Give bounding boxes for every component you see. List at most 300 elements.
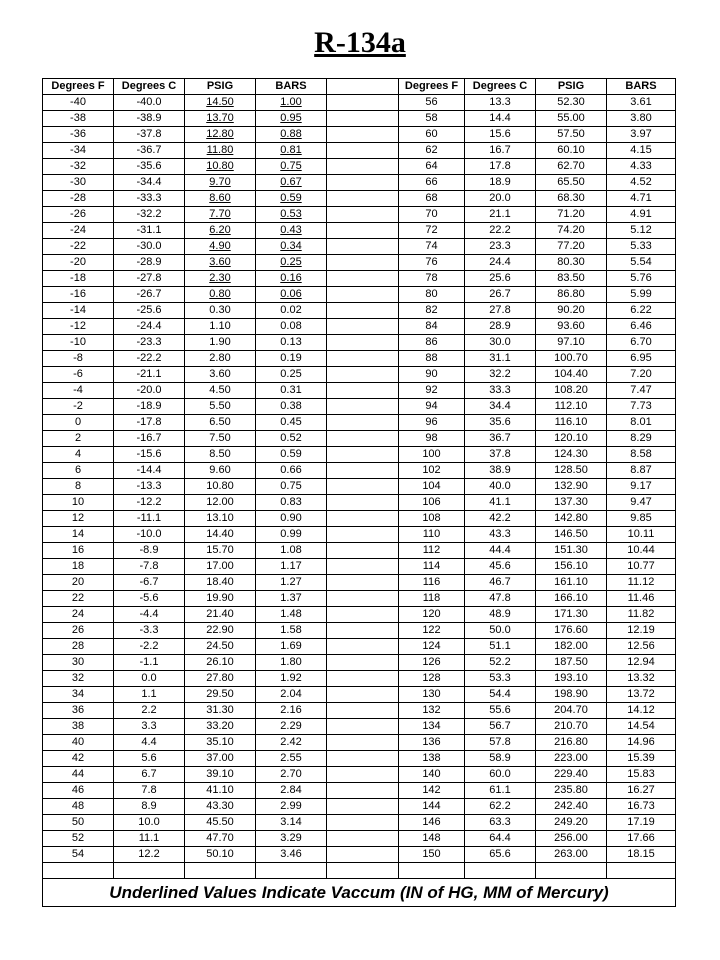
cell-degrees-f-left: -6 [43,367,114,383]
cell-psig-left: 3.60 [185,255,256,271]
cell-degrees-f-left: 44 [43,767,114,783]
cell-psig-right: 166.10 [536,591,607,607]
cell-degrees-f-right: 118 [399,591,465,607]
spacer-cell [327,191,399,207]
cell-bars-right: 12.19 [607,623,676,639]
cell-degrees-f-left: -4 [43,383,114,399]
cell-degrees-c-left: -12.2 [114,495,185,511]
header-degrees-f-right: Degrees F [399,79,465,95]
cell-degrees-c-right: 21.1 [465,207,536,223]
cell-bars-right: 17.66 [607,831,676,847]
cell-bars-left: 0.06 [256,287,327,303]
cell-bars-right: 7.47 [607,383,676,399]
cell-degrees-c-left: 6.7 [114,767,185,783]
blank-cell [399,863,465,879]
cell-psig-right: 100.70 [536,351,607,367]
cell-degrees-c-right: 53.3 [465,671,536,687]
table-row [43,591,676,607]
cell-bars-right: 9.17 [607,479,676,495]
spacer-cell [327,735,399,751]
cell-bars-left: 0.59 [256,191,327,207]
cell-degrees-c-right: 27.8 [465,303,536,319]
blank-cell [185,863,256,879]
cell-bars-right: 8.01 [607,415,676,431]
cell-degrees-f-right: 72 [399,223,465,239]
table-row [43,687,676,703]
cell-bars-right: 11.82 [607,607,676,623]
cell-bars-left: 1.58 [256,623,327,639]
cell-degrees-f-left: 16 [43,543,114,559]
cell-psig-left: 9.60 [185,463,256,479]
table-row [43,847,676,863]
spacer-cell [327,223,399,239]
cell-bars-right: 8.29 [607,431,676,447]
cell-degrees-f-right: 130 [399,687,465,703]
cell-psig-left: 8.50 [185,447,256,463]
cell-bars-left: 2.16 [256,703,327,719]
cell-psig-left: 45.50 [185,815,256,831]
cell-degrees-f-left: 12 [43,511,114,527]
cell-degrees-c-left: -7.8 [114,559,185,575]
table-row [43,831,676,847]
cell-degrees-c-right: 31.1 [465,351,536,367]
spacer-cell [327,591,399,607]
cell-degrees-f-right: 86 [399,335,465,351]
cell-degrees-c-left: -26.7 [114,287,185,303]
table-row [43,447,676,463]
cell-degrees-f-right: 148 [399,831,465,847]
blank-cell [607,863,676,879]
cell-psig-left: 29.50 [185,687,256,703]
spacer-cell [327,815,399,831]
cell-bars-left: 0.34 [256,239,327,255]
cell-psig-right: 116.10 [536,415,607,431]
cell-bars-left: 1.08 [256,543,327,559]
blank-cell [536,863,607,879]
cell-degrees-f-right: 134 [399,719,465,735]
cell-degrees-c-left: -10.0 [114,527,185,543]
cell-psig-right: 104.40 [536,367,607,383]
header-degrees-f-left: Degrees F [43,79,114,95]
spacer-cell [327,351,399,367]
cell-degrees-c-right: 50.0 [465,623,536,639]
spacer-cell [327,495,399,511]
spacer-cell [327,767,399,783]
cell-degrees-f-left: -10 [43,335,114,351]
cell-degrees-c-left: 1.1 [114,687,185,703]
cell-degrees-c-right: 64.4 [465,831,536,847]
cell-psig-right: 74.20 [536,223,607,239]
cell-degrees-f-left: 34 [43,687,114,703]
cell-bars-right: 16.73 [607,799,676,815]
cell-bars-left: 0.02 [256,303,327,319]
spacer-cell [327,559,399,575]
cell-bars-left: 0.83 [256,495,327,511]
cell-bars-left: 0.75 [256,479,327,495]
cell-psig-right: 198.90 [536,687,607,703]
cell-degrees-f-right: 114 [399,559,465,575]
cell-bars-right: 3.80 [607,111,676,127]
cell-degrees-f-right: 98 [399,431,465,447]
spacer-cell [327,367,399,383]
spacer-cell [327,415,399,431]
spacer-cell [327,335,399,351]
cell-degrees-f-right: 66 [399,175,465,191]
table-row [43,511,676,527]
cell-degrees-f-left: -2 [43,399,114,415]
cell-degrees-c-left: -16.7 [114,431,185,447]
cell-degrees-c-left: -1.1 [114,655,185,671]
cell-psig-left: 43.30 [185,799,256,815]
cell-bars-left: 0.81 [256,143,327,159]
cell-bars-left: 0.99 [256,527,327,543]
cell-psig-right: 142.80 [536,511,607,527]
spacer-column [327,79,399,95]
cell-degrees-c-left: -8.9 [114,543,185,559]
cell-degrees-c-left: -38.9 [114,111,185,127]
cell-psig-right: 112.10 [536,399,607,415]
cell-bars-right: 7.73 [607,399,676,415]
cell-bars-left: 1.48 [256,607,327,623]
cell-degrees-c-left: 11.1 [114,831,185,847]
cell-bars-left: 0.52 [256,431,327,447]
cell-bars-left: 2.84 [256,783,327,799]
cell-bars-right: 13.32 [607,671,676,687]
table-row [43,703,676,719]
cell-bars-left: 0.25 [256,367,327,383]
cell-psig-left: 9.70 [185,175,256,191]
cell-bars-right: 11.46 [607,591,676,607]
table-row [43,639,676,655]
table-row [43,527,676,543]
cell-psig-right: 187.50 [536,655,607,671]
table-row [43,575,676,591]
cell-psig-left: 1.10 [185,319,256,335]
pressure-temperature-table [42,78,676,907]
cell-psig-left: 7.50 [185,431,256,447]
cell-bars-right: 14.96 [607,735,676,751]
cell-degrees-f-right: 62 [399,143,465,159]
cell-psig-right: 57.50 [536,127,607,143]
cell-degrees-f-right: 108 [399,511,465,527]
cell-bars-left: 1.92 [256,671,327,687]
cell-degrees-f-right: 88 [399,351,465,367]
cell-degrees-f-right: 120 [399,607,465,623]
cell-psig-right: 83.50 [536,271,607,287]
cell-degrees-f-right: 144 [399,799,465,815]
cell-degrees-c-left: 3.3 [114,719,185,735]
spacer-cell [327,399,399,415]
spacer-cell [327,671,399,687]
cell-degrees-c-left: -21.1 [114,367,185,383]
cell-psig-right: 216.80 [536,735,607,751]
cell-bars-left: 2.70 [256,767,327,783]
cell-bars-right: 17.19 [607,815,676,831]
cell-psig-left: 14.50 [185,95,256,111]
cell-bars-right: 5.54 [607,255,676,271]
cell-degrees-c-right: 14.4 [465,111,536,127]
cell-bars-left: 0.43 [256,223,327,239]
spacer-cell [327,143,399,159]
cell-bars-right: 4.91 [607,207,676,223]
cell-psig-left: 17.00 [185,559,256,575]
cell-degrees-f-left: 52 [43,831,114,847]
cell-psig-left: 5.50 [185,399,256,415]
cell-psig-right: 235.80 [536,783,607,799]
cell-degrees-f-right: 90 [399,367,465,383]
cell-degrees-c-left: -37.8 [114,127,185,143]
cell-bars-right: 15.39 [607,751,676,767]
cell-psig-left: 35.10 [185,735,256,751]
cell-degrees-c-right: 62.2 [465,799,536,815]
cell-degrees-c-right: 17.8 [465,159,536,175]
table-row [43,559,676,575]
cell-psig-right: 176.60 [536,623,607,639]
spacer-cell [327,847,399,863]
cell-bars-left: 2.29 [256,719,327,735]
cell-psig-right: 124.30 [536,447,607,463]
table-row [43,303,676,319]
table-row [43,815,676,831]
cell-degrees-c-right: 48.9 [465,607,536,623]
cell-psig-left: 19.90 [185,591,256,607]
cell-degrees-f-right: 140 [399,767,465,783]
cell-psig-right: 210.70 [536,719,607,735]
table-row [43,495,676,511]
cell-psig-right: 60.10 [536,143,607,159]
cell-bars-right: 4.52 [607,175,676,191]
cell-bars-left: 1.27 [256,575,327,591]
cell-degrees-c-right: 54.4 [465,687,536,703]
cell-psig-left: 0.30 [185,303,256,319]
cell-degrees-f-left: -34 [43,143,114,159]
spacer-cell [327,383,399,399]
cell-degrees-f-right: 146 [399,815,465,831]
cell-degrees-c-right: 55.6 [465,703,536,719]
blank-row [43,863,676,879]
spacer-cell [327,655,399,671]
cell-bars-right: 3.97 [607,127,676,143]
cell-bars-left: 1.17 [256,559,327,575]
table-row [43,431,676,447]
cell-degrees-c-left: 10.0 [114,815,185,831]
cell-bars-right: 18.15 [607,847,676,863]
header-bars-right: BARS [607,79,676,95]
cell-degrees-f-right: 68 [399,191,465,207]
cell-degrees-c-left: 5.6 [114,751,185,767]
header-psig-left: PSIG [185,79,256,95]
spacer-cell [327,159,399,175]
cell-degrees-c-right: 15.6 [465,127,536,143]
spacer-cell [327,607,399,623]
cell-degrees-c-right: 35.6 [465,415,536,431]
cell-degrees-c-left: -18.9 [114,399,185,415]
cell-bars-right: 9.47 [607,495,676,511]
cell-degrees-f-left: 2 [43,431,114,447]
cell-degrees-f-left: 42 [43,751,114,767]
cell-bars-left: 3.46 [256,847,327,863]
cell-degrees-c-left: -34.4 [114,175,185,191]
cell-degrees-c-right: 47.8 [465,591,536,607]
cell-bars-left: 1.37 [256,591,327,607]
cell-degrees-c-left: 8.9 [114,799,185,815]
cell-psig-right: 193.10 [536,671,607,687]
cell-psig-left: 10.80 [185,479,256,495]
cell-degrees-f-left: -14 [43,303,114,319]
cell-psig-right: 161.10 [536,575,607,591]
cell-degrees-c-left: -5.6 [114,591,185,607]
table-row [43,607,676,623]
cell-psig-left: 8.60 [185,191,256,207]
spacer-cell [327,783,399,799]
cell-psig-right: 97.10 [536,335,607,351]
cell-psig-right: 77.20 [536,239,607,255]
cell-psig-right: 249.20 [536,815,607,831]
spacer-cell [327,319,399,335]
cell-psig-left: 27.80 [185,671,256,687]
cell-degrees-c-left: -30.0 [114,239,185,255]
cell-bars-left: 0.88 [256,127,327,143]
cell-psig-right: 151.30 [536,543,607,559]
table-row [43,271,676,287]
cell-psig-left: 3.60 [185,367,256,383]
cell-degrees-c-left: -40.0 [114,95,185,111]
table-row [43,415,676,431]
cell-degrees-c-right: 34.4 [465,399,536,415]
cell-degrees-c-right: 26.7 [465,287,536,303]
cell-psig-left: 15.70 [185,543,256,559]
cell-degrees-f-right: 104 [399,479,465,495]
spacer-cell [327,239,399,255]
table-row [43,223,676,239]
cell-bars-left: 2.42 [256,735,327,751]
table-row [43,319,676,335]
cell-psig-right: 90.20 [536,303,607,319]
cell-bars-left: 0.16 [256,271,327,287]
cell-bars-right: 4.15 [607,143,676,159]
cell-psig-left: 26.10 [185,655,256,671]
cell-degrees-c-left: 0.0 [114,671,185,687]
cell-psig-left: 18.40 [185,575,256,591]
cell-degrees-f-left: 28 [43,639,114,655]
footnote: Underlined Values Indicate Vaccum (IN of HG, MM of Mercury) [43,879,676,907]
spacer-cell [327,127,399,143]
table-row [43,191,676,207]
cell-psig-right: 93.60 [536,319,607,335]
spacer-cell [327,687,399,703]
cell-bars-left: 1.00 [256,95,327,111]
cell-psig-right: 80.30 [536,255,607,271]
cell-psig-left: 14.40 [185,527,256,543]
cell-degrees-c-right: 16.7 [465,143,536,159]
cell-degrees-c-left: -33.3 [114,191,185,207]
cell-bars-right: 13.72 [607,687,676,703]
cell-degrees-f-left: 20 [43,575,114,591]
cell-degrees-c-left: 12.2 [114,847,185,863]
cell-degrees-c-right: 43.3 [465,527,536,543]
cell-psig-right: 242.40 [536,799,607,815]
table-row [43,351,676,367]
cell-degrees-c-left: -24.4 [114,319,185,335]
cell-degrees-f-left: -40 [43,95,114,111]
spacer-cell [327,447,399,463]
cell-psig-right: 263.00 [536,847,607,863]
cell-degrees-c-left: 2.2 [114,703,185,719]
cell-psig-right: 62.70 [536,159,607,175]
cell-degrees-c-right: 41.1 [465,495,536,511]
cell-degrees-c-left: -2.2 [114,639,185,655]
cell-degrees-c-right: 20.0 [465,191,536,207]
cell-degrees-f-left: 38 [43,719,114,735]
cell-degrees-f-left: -30 [43,175,114,191]
cell-bars-left: 0.75 [256,159,327,175]
cell-degrees-c-right: 32.2 [465,367,536,383]
blank-cell [327,863,399,879]
table-row [43,383,676,399]
cell-bars-left: 0.66 [256,463,327,479]
table-row [43,367,676,383]
cell-degrees-c-right: 51.1 [465,639,536,655]
cell-degrees-f-right: 100 [399,447,465,463]
cell-degrees-c-left: -20.0 [114,383,185,399]
spacer-cell [327,511,399,527]
cell-degrees-c-right: 36.7 [465,431,536,447]
cell-degrees-c-left: -31.1 [114,223,185,239]
cell-degrees-c-right: 58.9 [465,751,536,767]
cell-psig-left: 2.30 [185,271,256,287]
table-row [43,463,676,479]
cell-psig-left: 50.10 [185,847,256,863]
cell-degrees-f-right: 106 [399,495,465,511]
cell-psig-right: 137.30 [536,495,607,511]
table-row [43,255,676,271]
cell-degrees-c-left: -23.3 [114,335,185,351]
cell-degrees-c-left: -32.2 [114,207,185,223]
table-row [43,111,676,127]
cell-degrees-f-right: 82 [399,303,465,319]
cell-bars-left: 0.53 [256,207,327,223]
cell-degrees-f-left: -20 [43,255,114,271]
table-row [43,655,676,671]
cell-psig-left: 12.80 [185,127,256,143]
cell-psig-right: 65.50 [536,175,607,191]
cell-degrees-c-left: -3.3 [114,623,185,639]
cell-degrees-f-left: 18 [43,559,114,575]
cell-degrees-c-right: 28.9 [465,319,536,335]
cell-degrees-c-right: 46.7 [465,575,536,591]
cell-degrees-c-right: 37.8 [465,447,536,463]
cell-degrees-c-left: -28.9 [114,255,185,271]
page-title: R-134a [314,26,406,59]
cell-psig-left: 13.10 [185,511,256,527]
cell-degrees-c-right: 13.3 [465,95,536,111]
cell-bars-left: 0.31 [256,383,327,399]
cell-degrees-f-left: -12 [43,319,114,335]
spacer-cell [327,543,399,559]
cell-degrees-f-left: 0 [43,415,114,431]
cell-bars-left: 2.04 [256,687,327,703]
spacer-cell [327,463,399,479]
cell-degrees-f-left: 26 [43,623,114,639]
cell-psig-right: 156.10 [536,559,607,575]
cell-degrees-f-right: 70 [399,207,465,223]
cell-degrees-f-left: 14 [43,527,114,543]
cell-degrees-f-right: 58 [399,111,465,127]
cell-degrees-f-right: 76 [399,255,465,271]
cell-degrees-f-right: 122 [399,623,465,639]
spacer-cell [327,207,399,223]
cell-psig-right: 86.80 [536,287,607,303]
